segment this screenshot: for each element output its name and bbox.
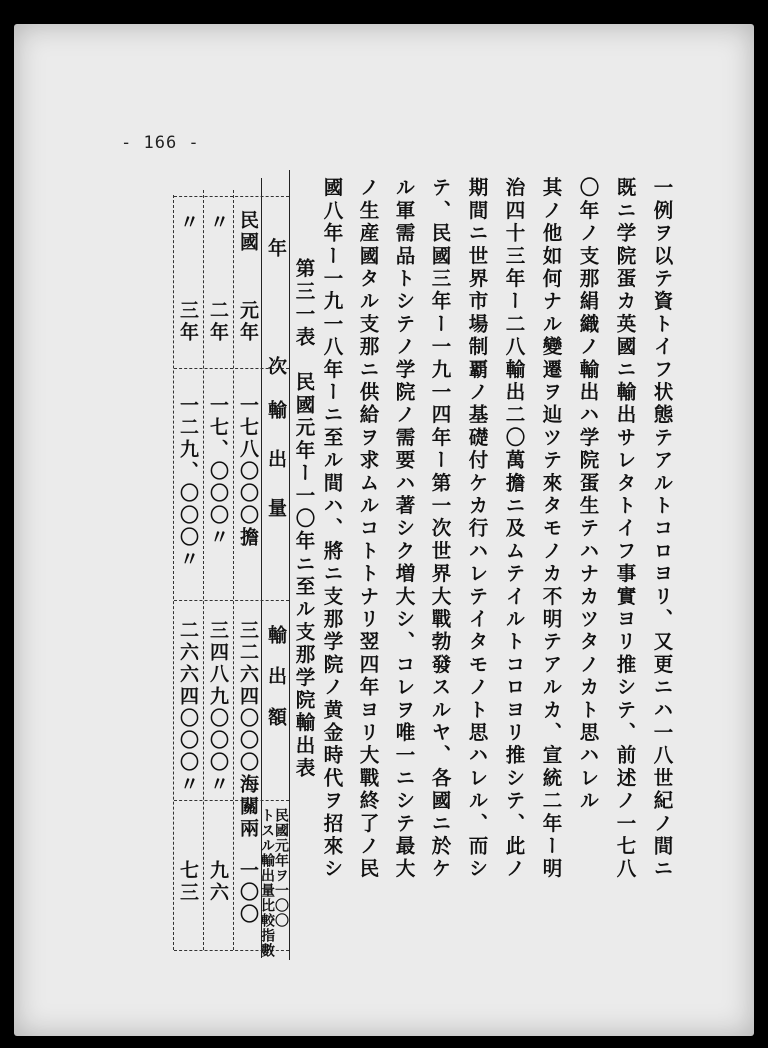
- row-3-volume: 一二九、〇〇〇〃: [177, 395, 199, 571]
- body-text-column-9: ノ生産國タル支那ニ供給ヲ求ムルコトトナリ翌四年ヨリ大戰終了ノ民: [356, 177, 380, 881]
- row-2-era: 〃: [207, 212, 229, 234]
- row-2-index: 九六: [207, 860, 229, 904]
- body-text-column-4: 其ノ他如何ナル變遷ヲ辿ツテ來タモノカ不明テアルカ、宣統二年ー明: [539, 177, 563, 881]
- page-number: - 166 -: [121, 133, 200, 153]
- row-1-index: 一〇〇: [237, 860, 259, 926]
- body-text-column-2: 既ニ学院蛋カ英國ニ輸出サレタトイフ事實ヨリ推シテ、前述ノ一七八: [613, 177, 637, 881]
- header-index-line-2: トスル輸出量比較指數: [259, 808, 275, 958]
- paper-sheet: [14, 24, 754, 1036]
- row-1-era: 民國: [237, 210, 259, 254]
- row-2-volume: 一七、〇〇〇〃: [207, 395, 229, 549]
- body-text-column-7: テ、民國三年ー一九一四年ー第一次世界大戰勃發スルヤ、各國ニ於ケ: [428, 177, 452, 881]
- body-text-column-3: 〇年ノ支那絹織ノ輸出ハ学院蛋生テハナカツタノカト思ハレル: [576, 177, 600, 813]
- table-col-divider-3: [174, 800, 289, 802]
- body-text-column-1: 一例ヲ以テ資トイフ状態テアルトコロヨリ、又更ニハ一八世紀ノ間ニ: [650, 177, 674, 881]
- row-2-year: 二年: [207, 300, 229, 344]
- table-row-divider-1: [233, 190, 234, 950]
- header-year: 年 次: [265, 238, 287, 415]
- header-export-value: 輸出額: [265, 625, 287, 748]
- row-2-value: 三四八九〇〇〇〃: [207, 620, 229, 796]
- row-1-volume: 一七八〇〇〇擔: [237, 395, 259, 549]
- table-title: 第三一表 民國元年ー一〇年ニ至ル支那学院輸出表: [292, 258, 316, 781]
- row-1-year: 元年: [237, 300, 259, 344]
- body-text-column-6: 期間ニ世界市場制覇ノ基礎付ケカ行ハレテイタモノト思ハレル、而シ: [465, 177, 489, 881]
- header-export-volume: 輸出量: [265, 400, 287, 547]
- row-1-value: 三二六四〇〇〇海關兩: [237, 620, 259, 840]
- table-row-divider-2: [203, 190, 204, 950]
- header-index-line-1: 民國元年ヲ一〇〇: [273, 808, 289, 928]
- table-top-border: [174, 196, 289, 198]
- table-col-divider-2: [174, 600, 289, 602]
- body-text-column-5: 治四十三年ー二八輸出二〇萬擔ニ及ムテイルトコロヨリ推シテ、此ノ: [502, 177, 526, 881]
- row-3-era: 〃: [177, 212, 199, 234]
- table-right-border: [289, 170, 290, 960]
- row-3-index: 七三: [177, 860, 199, 904]
- table-row-divider-3: [173, 195, 174, 950]
- row-3-year: 三年: [177, 300, 199, 344]
- row-3-value: 二六六四〇〇〇〃: [177, 620, 199, 796]
- body-text-column-10: 國八年ー一九一八年ーニ至ル間ハ、將ニ支那学院ノ黄金時代ヲ招來シ: [320, 177, 344, 881]
- body-text-column-8: ル軍需品トシテノ学院ノ需要ハ著シク増大シ、コレヲ唯一ニシテ最大: [392, 177, 416, 881]
